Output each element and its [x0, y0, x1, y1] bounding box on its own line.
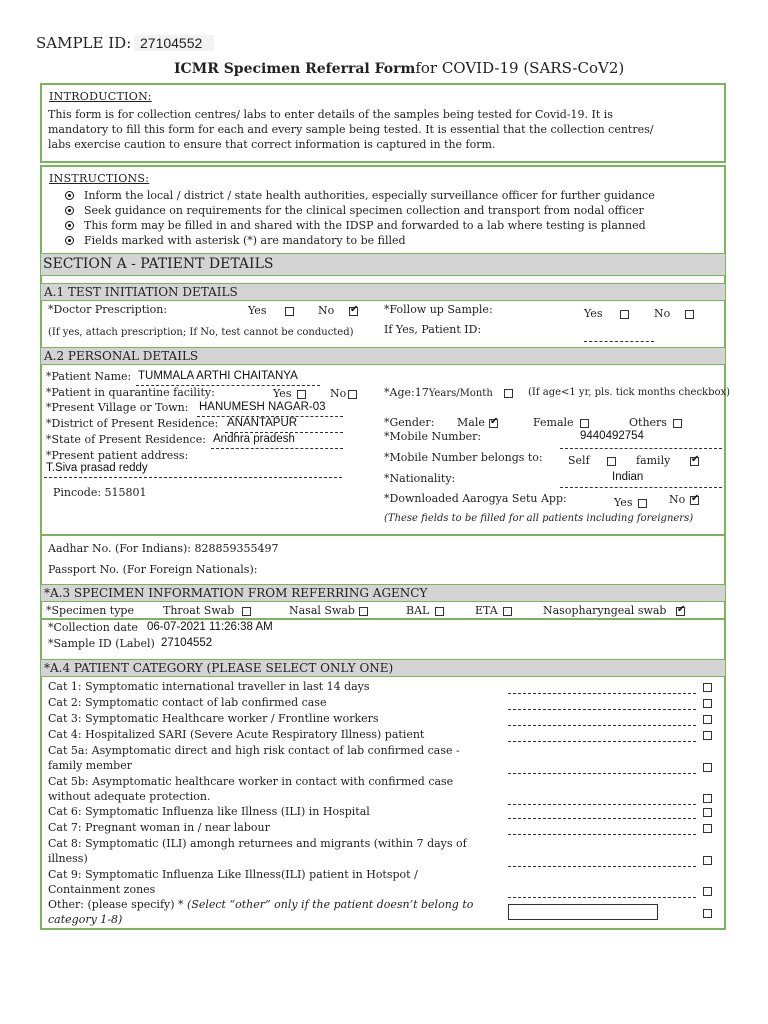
category-checkbox[interactable] [703, 824, 712, 833]
category-line [508, 866, 696, 867]
address-line [44, 477, 342, 478]
age-label: *Age:17Years/Month [384, 386, 493, 399]
eta-label: ETA [475, 604, 498, 617]
no-label: No [669, 493, 686, 506]
category-line [508, 818, 696, 819]
yes-label: Yes [248, 304, 267, 317]
category-label: Containment zones [48, 883, 156, 896]
a2-heading: A.2 PERSONAL DETAILS [44, 349, 199, 363]
gender-male-checkbox[interactable] [489, 419, 498, 428]
male-label: Male [457, 416, 485, 429]
bullet-icon [65, 221, 74, 230]
yes-label: Yes [614, 496, 633, 509]
aarogya-no-checkbox[interactable] [690, 496, 699, 505]
intro-line: mandatory to fill this form for each and every sample being tested. It is essential that the collection centres/ [48, 123, 654, 136]
village-value: HANUMESH NAGAR-03 [199, 401, 326, 413]
category-label: Cat 4: Hospitalized SARI (Severe Acute Respiratory Illness) patient [48, 728, 425, 741]
aarogya-label: *Downloaded Aarogya Setu App: [384, 492, 567, 505]
nasal-swab-label: Nasal Swab [289, 604, 355, 617]
belongs-family-checkbox[interactable] [690, 457, 699, 466]
sample-label-label: *Sample ID (Label) [48, 637, 155, 650]
district-label: *District of Present Residence: [46, 417, 219, 430]
patient-id-label: If Yes, Patient ID: [384, 323, 482, 336]
category-label: Cat 5a: Asymptomatic direct and high risk contact of lab confirmed case - [48, 744, 460, 757]
district-value: ANANTAPUR [227, 417, 298, 429]
form-title: ICMR Specimen Referral Formfor COVID-19 (SARS-CoV2) [174, 59, 625, 77]
other-note: category 1-8) [48, 913, 123, 926]
mobile-label: *Mobile Number: [384, 430, 482, 443]
aadhar-number: Aadhar No. (For Indians): 828859355497 [48, 542, 279, 555]
category-line [508, 693, 696, 694]
followup-yes-checkbox[interactable] [620, 310, 629, 319]
nasal-swab-checkbox[interactable] [359, 607, 368, 616]
other-specify-input[interactable] [508, 904, 658, 920]
category-label: Cat 8: Symptomatic (ILI) amongh returnees and migrants (within 7 days of [48, 837, 467, 850]
instruction-item: Fields marked with asterisk (*) are mandatory to be filled [84, 234, 406, 247]
doctor-note: (If yes, attach prescription; If No, test cannot be conducted) [48, 327, 354, 338]
self-label: Self [568, 454, 590, 467]
bullet-icon [65, 191, 74, 200]
category-checkbox[interactable] [703, 699, 712, 708]
instruction-item: Inform the local / district / state health authorities, especially surveillance officer for further guidance [84, 189, 655, 202]
sample-id-label: SAMPLE ID: [36, 34, 132, 52]
age-note: (If age<1 yr, pls. tick months checkbox) [528, 387, 731, 398]
category-label: Cat 9: Symptomatic Influenza Like Illness(ILI) patient in Hotspot / [48, 868, 418, 881]
category-checkbox[interactable] [703, 763, 712, 772]
nationality-label: *Nationality: [384, 472, 456, 485]
a3-heading: *A.3 SPECIMEN INFORMATION FROM REFERRING AGENCY [44, 586, 428, 600]
nasopharyngeal-swab-label: Nasopharyngeal swab [543, 604, 667, 617]
a4-heading: *A.4 PATIENT CATEGORY (PLEASE SELECT ONLY ONE) [44, 661, 394, 675]
divider [41, 534, 725, 536]
instruction-item: Seek guidance on requirements for the clinical specimen collection and transport from nodal officer [84, 204, 644, 217]
pincode: Pincode: 515801 [53, 486, 147, 499]
mobile-belongs-label: *Mobile Number belongs to: [384, 451, 543, 464]
quarantine-label: *Patient in quarantine facility: [46, 386, 215, 399]
category-line [508, 709, 696, 710]
passport-number: Passport No. (For Foreign Nationals): [48, 563, 258, 576]
category-checkbox[interactable] [703, 887, 712, 896]
nasopharyngeal-swab-checkbox[interactable] [676, 607, 685, 616]
followup-label: *Follow up Sample: [384, 303, 493, 316]
doctor-yes-checkbox[interactable] [285, 307, 294, 316]
bal-label: BAL [406, 604, 430, 617]
throat-swab-checkbox[interactable] [242, 607, 251, 616]
category-label: Cat 6: Symptomatic Influenza like Illness (ILI) in Hospital [48, 805, 370, 818]
category-label: Cat 5b: Asymptomatic healthcare worker in contact with confirmed case [48, 775, 454, 788]
collection-date-value: 06-07-2021 11:26:38 AM [147, 621, 273, 633]
specimen-type-label: *Specimen type [46, 604, 134, 617]
category-checkbox[interactable] [703, 683, 712, 692]
age-months-checkbox[interactable] [504, 389, 513, 398]
no-label: No [318, 304, 335, 317]
village-label: *Present Village or Town: [46, 401, 189, 414]
quarantine-no-checkbox[interactable] [348, 390, 357, 399]
doctor-no-checkbox[interactable] [349, 307, 358, 316]
category-line [508, 897, 696, 898]
state-label: *State of Present Residence: [46, 433, 206, 446]
address-value: T.Siva prasad reddy [46, 462, 148, 474]
category-line [508, 741, 696, 742]
eta-checkbox[interactable] [503, 607, 512, 616]
sample-label-value: 27104552 [161, 637, 213, 649]
intro-heading: INTRODUCTION: [49, 90, 152, 103]
bullet-icon [65, 236, 74, 245]
state-line [211, 448, 343, 449]
other-label: Other: (please specify) * (Select “other” only if the patient doesn’t belong to [48, 898, 474, 911]
category-other-checkbox[interactable] [703, 909, 712, 918]
others-label: Others [629, 416, 667, 429]
category-line [508, 773, 696, 774]
category-label: Cat 3: Symptomatic Healthcare worker / Frontline workers [48, 712, 379, 725]
category-line [508, 834, 696, 835]
category-checkbox[interactable] [703, 856, 712, 865]
belongs-self-checkbox[interactable] [607, 457, 616, 466]
a1-heading: A.1 TEST INITIATION DETAILS [44, 285, 238, 299]
category-checkbox[interactable] [703, 715, 712, 724]
patient-name-label: *Patient Name: [46, 370, 132, 383]
followup-no-checkbox[interactable] [685, 310, 694, 319]
yes-label: Yes [273, 387, 292, 400]
quarantine-yes-checkbox[interactable] [297, 390, 306, 399]
section-a-title: SECTION A - PATIENT DETAILS [43, 256, 274, 272]
state-value: Andhra pradesh [213, 433, 295, 445]
instructions-heading: INSTRUCTIONS: [49, 172, 150, 185]
foreigners-note: (These fields to be filled for all patients including foreigners) [384, 513, 694, 524]
throat-swab-label: Throat Swab [163, 604, 235, 617]
yes-label: Yes [584, 307, 603, 320]
bal-checkbox[interactable] [435, 607, 444, 616]
gender-others-checkbox[interactable] [673, 419, 682, 428]
doctor-prescription-label: *Doctor Prescription: [48, 303, 168, 316]
category-checkbox[interactable] [703, 731, 712, 740]
sample-id-value: 27104552 [134, 35, 214, 51]
category-line [508, 725, 696, 726]
bullet-icon [65, 206, 74, 215]
category-label: Cat 2: Symptomatic contact of lab confirmed case [48, 696, 327, 709]
gender-female-checkbox[interactable] [580, 419, 589, 428]
mobile-value: 9440492754 [580, 430, 644, 442]
collection-date-label: *Collection date [48, 621, 138, 634]
instruction-item: This form may be filled in and shared with the IDSP and forwarded to a lab where testing is planned [84, 219, 646, 232]
patient-name-value: TUMMALA ARTHI CHAITANYA [138, 370, 298, 382]
nationality-value: Indian [612, 471, 644, 483]
category-label: without adequate protection. [48, 790, 211, 803]
female-label: Female [533, 416, 574, 429]
address-label: *Present patient address: [46, 449, 189, 462]
intro-line: labs exercise caution to ensure that correct information is captured in the form. [48, 138, 496, 151]
nationality-line [560, 487, 722, 488]
category-label: family member [48, 759, 132, 772]
category-label: illness) [48, 852, 88, 865]
family-label: family [636, 454, 671, 467]
intro-line: This form is for collection centres/ labs to enter details of the samples being tested for Covid-19. It is [48, 108, 613, 121]
patient-id-field[interactable] [584, 341, 654, 342]
category-label: Cat 7: Pregnant woman in / near labour [48, 821, 270, 834]
mobile-line [560, 448, 722, 449]
no-label: No [330, 387, 347, 400]
aarogya-yes-checkbox[interactable] [638, 499, 647, 508]
category-label: Cat 1: Symptomatic international traveller in last 14 days [48, 680, 370, 693]
category-checkbox[interactable] [703, 808, 712, 817]
no-label: No [654, 307, 671, 320]
category-checkbox[interactable] [703, 794, 712, 803]
category-line [508, 804, 696, 805]
divider [41, 618, 725, 620]
gender-label: *Gender: [384, 416, 435, 429]
